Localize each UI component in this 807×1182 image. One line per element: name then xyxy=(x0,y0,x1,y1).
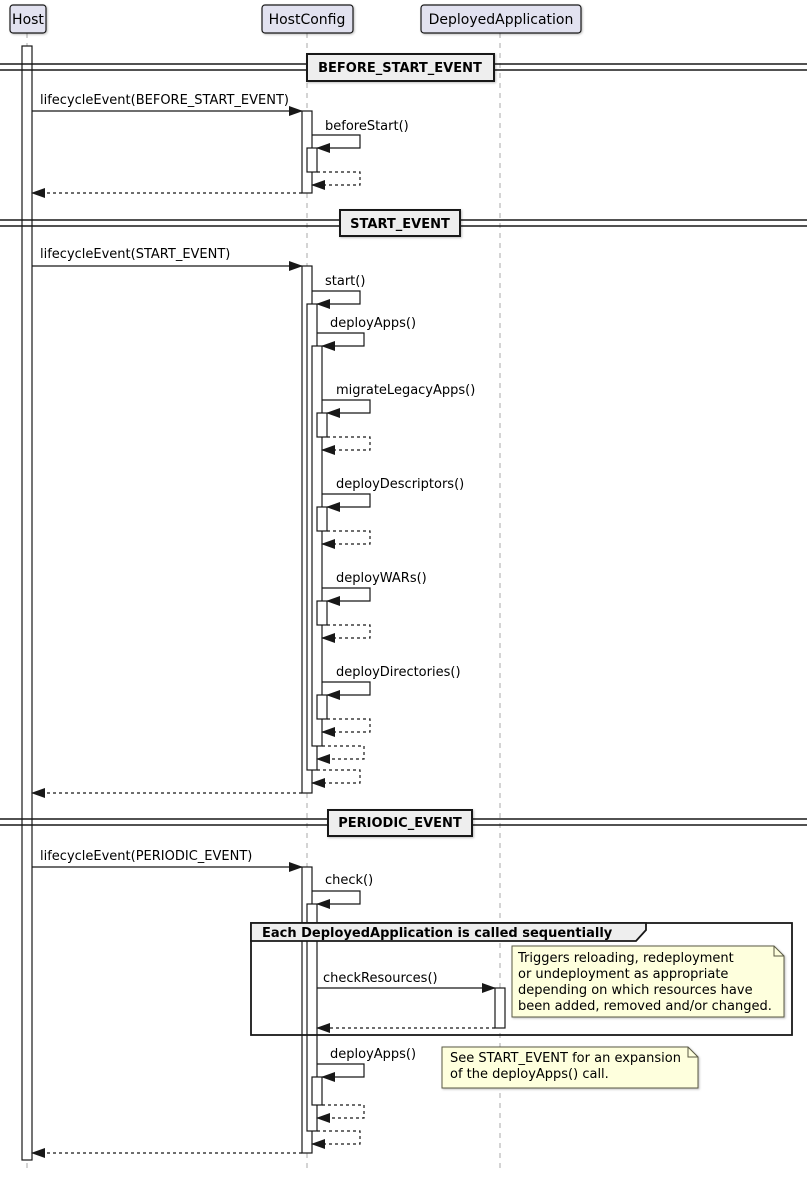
note-line: of the deployApps() call. xyxy=(450,1067,609,1082)
activation-bar-hostconfig-deployapps-periodic xyxy=(312,1077,322,1105)
message-migratelegacyapps-arrow xyxy=(322,400,370,413)
section-before-start-event xyxy=(32,93,409,193)
section-periodic-event xyxy=(32,849,792,1153)
message-lifecycle-periodic-label: lifecycleEvent(PERIODIC_EVENT) xyxy=(40,849,253,864)
message-deployapps-arrow xyxy=(317,333,364,346)
activation-bar-hostconfig-deploywars xyxy=(317,601,327,625)
participant-label-host: Host xyxy=(12,12,44,28)
message-deploydescriptors-arrow xyxy=(322,494,370,507)
participant-label-hostconfig: HostConfig xyxy=(268,12,346,28)
message-beforestart-label: beforeStart() xyxy=(325,119,409,134)
message-start-label: start() xyxy=(325,274,366,289)
message-migratelegacyapps-label: migrateLegacyApps() xyxy=(336,383,476,398)
activation-bar-deployedapplication xyxy=(495,988,505,1028)
message-deploywars-label: deployWARs() xyxy=(336,571,427,586)
note-deploy-apps xyxy=(442,1047,698,1088)
note-line: See START_EVENT for an expansion xyxy=(450,1051,681,1066)
divider-periodic-event xyxy=(0,810,807,836)
return-migratelegacyapps-arrow xyxy=(322,437,370,450)
divider-label: BEFORE_START_EVENT xyxy=(318,61,482,76)
note-line: depending on which resources have xyxy=(518,983,753,998)
participant-label-deployedapplication: DeployedApplication xyxy=(428,12,574,28)
return-deploydescriptors-arrow xyxy=(322,531,370,544)
activation-bar-host xyxy=(22,46,32,1160)
message-check-arrow xyxy=(312,891,360,904)
message-deployapps-label: deployApps() xyxy=(330,316,417,331)
note-check-resources xyxy=(512,946,784,1017)
activation-bar-hostconfig-beforestart xyxy=(307,148,317,172)
activation-bar-hostconfig-deploydescriptors xyxy=(317,507,327,531)
divider-label: PERIODIC_EVENT xyxy=(338,816,462,831)
divider-before-start-event xyxy=(0,54,807,81)
message-beforestart-arrow xyxy=(312,135,360,148)
message-deploydescriptors-label: deployDescriptors() xyxy=(336,477,465,492)
note-line: been added, removed and/or changed. xyxy=(518,999,772,1014)
message-checkresources-label: checkResources() xyxy=(323,971,438,986)
message-deploydirectories-label: deployDirectories() xyxy=(336,665,461,680)
message-deployapps-periodic-arrow xyxy=(317,1064,364,1077)
message-lifecycle-start-label: lifecycleEvent(START_EVENT) xyxy=(40,247,231,262)
message-start-arrow xyxy=(312,291,360,304)
lifelines xyxy=(27,33,500,1172)
return-deploywars-arrow xyxy=(322,625,370,638)
participants xyxy=(10,5,581,33)
return-check-arrow xyxy=(312,1131,360,1144)
activation-bar-hostconfig-migratelegacyapps xyxy=(317,413,327,437)
divider-start-event xyxy=(0,210,807,236)
frame-title: Each DeployedApplication is called sequentially xyxy=(262,926,613,941)
return-deployapps-arrow xyxy=(317,746,364,759)
note-line: Triggers reloading, redeployment xyxy=(518,951,734,966)
return-start-arrow xyxy=(312,770,360,783)
message-check-label: check() xyxy=(325,873,374,888)
message-deploydirectories-arrow xyxy=(322,682,370,695)
activation-bar-hostconfig-deploydirectories xyxy=(317,695,327,719)
note-line: or undeployment as appropriate xyxy=(518,967,729,982)
divider-label: START_EVENT xyxy=(350,217,450,232)
return-deploydirectories-arrow xyxy=(322,719,370,732)
return-deployapps-periodic-arrow xyxy=(317,1105,364,1118)
activation-bar-hostconfig-deployapps xyxy=(312,346,322,746)
message-deploywars-arrow xyxy=(322,588,370,601)
message-deployapps-periodic-label: deployApps() xyxy=(330,1047,417,1062)
message-lifecycle-before-start-label: lifecycleEvent(BEFORE_START_EVENT) xyxy=(40,93,289,108)
section-start-event xyxy=(32,247,475,793)
return-beforestart-arrow xyxy=(312,172,360,185)
